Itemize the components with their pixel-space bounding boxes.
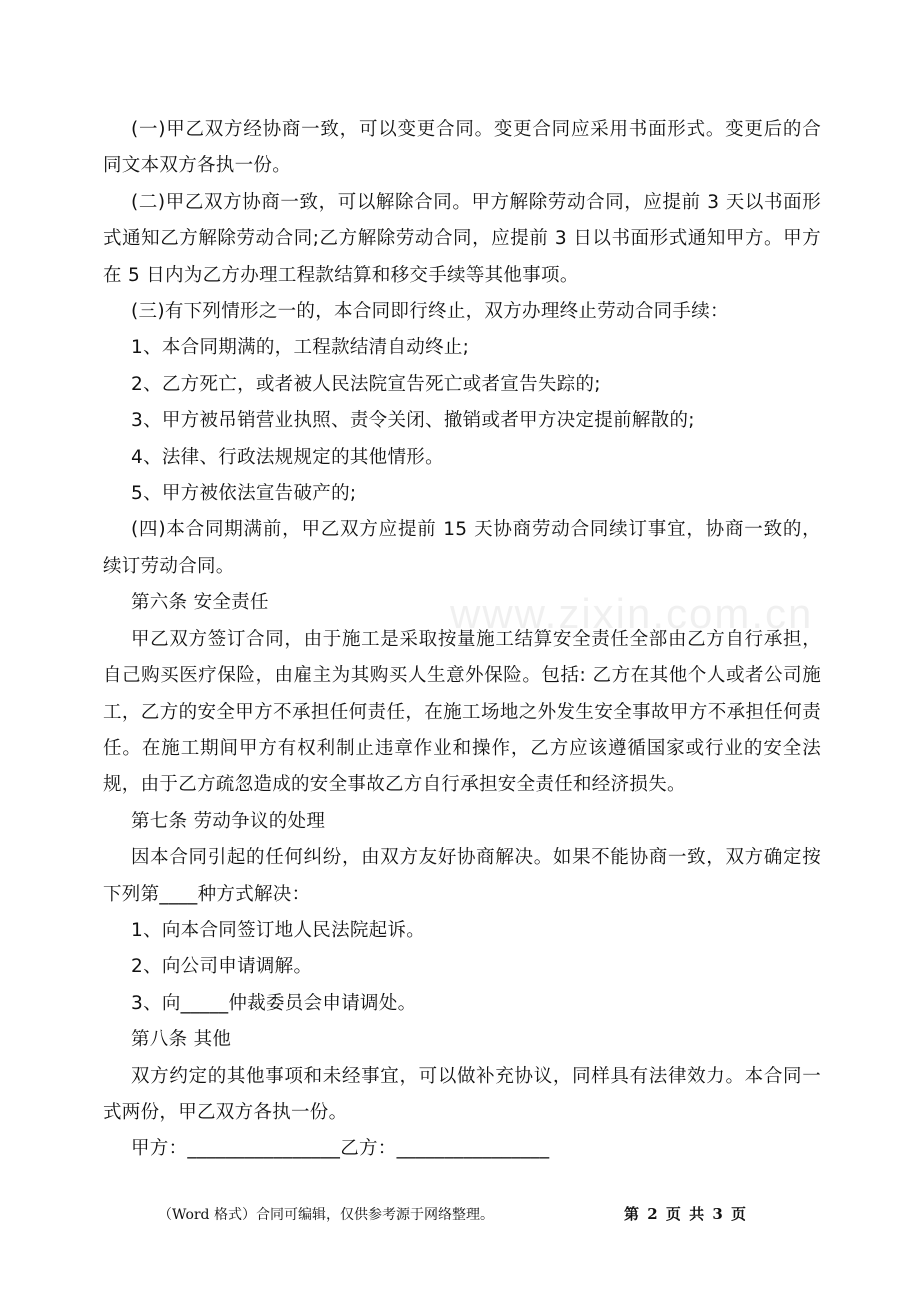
list-item: 2、乙方死亡，或者被人民法院宣告死亡或者宣告失踪的; xyxy=(131,373,601,395)
page-number: 第 2 页 共 3 页 xyxy=(624,1205,746,1223)
other-paragraph: 双方约定的其他事项和未经事宜，可以做补充协议，同样具有法律效力。本合同一式两份，甲乙双方各执一份。 xyxy=(103,1065,821,1123)
clause-modify: (一)甲乙双方经协商一致，可以变更合同。变更合同应采用书面形式。变更后的合同文本双方各执一份。 xyxy=(103,119,821,177)
clause-terminate: (二)甲乙双方协商一致，可以解除合同。甲方解除劳动合同，应提前 3 天以书面形式通知乙方解除劳动合同;乙方解除劳动合同，应提前 3 日以书面形式通知甲方。甲方在 5 日内为乙方办理工程款结算和移交手续等其他事项。 xyxy=(103,191,821,286)
list-item: 1、本合同期满的，工程款结清自动终止; xyxy=(131,337,470,359)
dispute-paragraph: 因本合同引起的任何纠纷，由双方友好协商解决。如果不能协商一致，双方确定按下列第____种方式解决： xyxy=(103,847,821,905)
clause-end-conditions: (三)有下列情形之一的，本合同即行终止，双方办理终止劳动合同手续： xyxy=(131,301,729,323)
section-heading-6: 第六条 安全责任 xyxy=(131,592,269,614)
list-item: 3、甲方被吊销营业执照、责令关闭、撤销或者甲方决定提前解散的; xyxy=(131,410,695,432)
safety-paragraph: 甲乙双方签订合同，由于施工是采取按量施工结算安全责任全部由乙方自行承担，自己购买医疗保险，由雇主为其购买人生意外保险。包括: 乙方在其他个人或者公司施工，乙方的安全甲方不承担任何责任，在施工场地之外发生安全事故甲方不承担任何责任。在施工期间甲方有权利制止违章作业和操作，乙方应该遵循国家或行业的安全法规，由于乙方疏忽造成的安全事故乙方自行承担安全责任和经济损失。 xyxy=(103,628,821,796)
section-heading-8: 第八条 其他 xyxy=(131,1029,232,1051)
watermark: www.zixin.com.cn xyxy=(450,590,814,637)
document-body xyxy=(103,112,821,1168)
signature-line: 甲方：________________乙方：________________ xyxy=(131,1138,550,1160)
list-item: 3、向_____仲裁委员会申请调处。 xyxy=(131,992,417,1014)
list-item: 2、向公司申请调解。 xyxy=(131,956,313,978)
footer-note: （Word 格式）合同可编辑，仅供参考源于网络整理。 xyxy=(158,1207,494,1223)
clause-renewal: (四)本合同期满前，甲乙双方应提前 15 天协商劳动合同续订事宜，协商一致的，续订劳动合同。 xyxy=(103,519,821,577)
list-item: 4、法律、行政法规规定的其他情形。 xyxy=(131,446,444,468)
list-item: 5、甲方被依法宣告破产的; xyxy=(131,483,357,505)
list-item: 1、向本合同签订地人民法院起诉。 xyxy=(131,919,426,941)
section-heading-7: 第七条 劳动争议的处理 xyxy=(131,810,326,832)
